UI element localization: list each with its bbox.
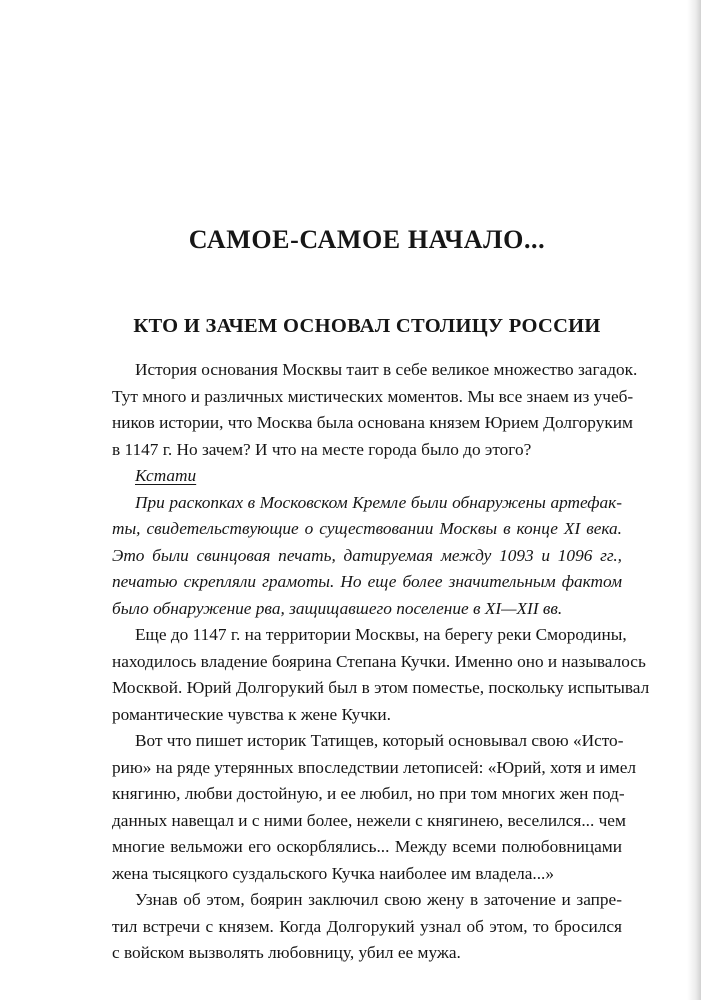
paragraph-2 (112, 463, 622, 622)
body-text (112, 357, 650, 967)
text-line: княгиню, любви достойную, и ее любил, но при том многих жен под- (112, 784, 625, 803)
text-line: в 1147 г. Но зачем? И что на месте города было до этого? (112, 439, 532, 459)
paragraph-3 (112, 622, 650, 728)
chapter-title: САМОЕ-САМОЕ НАЧАЛО... (188, 225, 546, 254)
text-line: Москвой. Юрий Долгорукий был в этом поместье, поскольку испытывал (112, 678, 650, 697)
text-line: Узнав об этом, боярин заключил свою жену в заточение и запре- (135, 890, 622, 909)
text-line: тил встречи с князем. Когда Долгорукий узнал об этом, то бросился (112, 916, 622, 936)
text-line: с войском вызволять любовницу, убил ее мужа. (112, 943, 461, 962)
text-line: рию» на ряде утерянных впоследствии летописей: «Юрий, хотя и имел (112, 757, 636, 777)
section-title: КТО И ЗАЧЕМ ОСНОВАЛ СТОЛИЦУ РОССИИ (133, 315, 601, 337)
text-line: Это были свинцовая печать, датируемая между 1093 и 1096 гг., (112, 545, 622, 565)
text-line: жена тысяцкого суздальского Кучка наиболее им владела...» (112, 863, 555, 883)
text-line: данных навещал и с ними более, нежели с княгинею, веселился... чем (112, 810, 626, 830)
text-line: многие вельможи его оскорблялись... Между всеми полюбовницами (112, 837, 622, 856)
paragraph-5 (112, 887, 622, 967)
paragraph-1 (112, 357, 638, 463)
text-line: Тут много и различных мистических моментов. Мы все знаем из учеб- (112, 386, 634, 406)
text-line: Еще до 1147 г. на территории Москвы, на берегу реки Смородины, (135, 625, 627, 644)
text-line: находилось владение боярина Степана Кучки. Именно оно и называлось (112, 651, 646, 671)
text-line: было обнаружение рва, защищавшего поселение в XI—XII вв. (112, 598, 563, 618)
text-line: печатью скрепляли грамоты. Но еще более значительным фактом (112, 572, 622, 591)
page-edge-shadow (687, 0, 701, 1000)
text-line: При раскопках в Московском Кремле были обнаружены артефак- (135, 492, 622, 512)
text-line: романтические чувства к жене Кучки. (112, 704, 391, 724)
kstati-label: Кстати (135, 466, 197, 485)
text-line: История основания Москвы таит в себе великое множество загадок. (135, 360, 638, 379)
book-page (112, 0, 650, 1000)
text-line: ников истории, что Москва была основана князем Юрием Долгоруким (112, 413, 633, 432)
text-line: ты, свидетельствующие о существовании Москвы в конце XI века. (112, 519, 622, 538)
paragraph-4 (112, 728, 636, 887)
text-line: Вот что пишет историк Татищев, который основывал свою «Исто- (135, 731, 624, 750)
